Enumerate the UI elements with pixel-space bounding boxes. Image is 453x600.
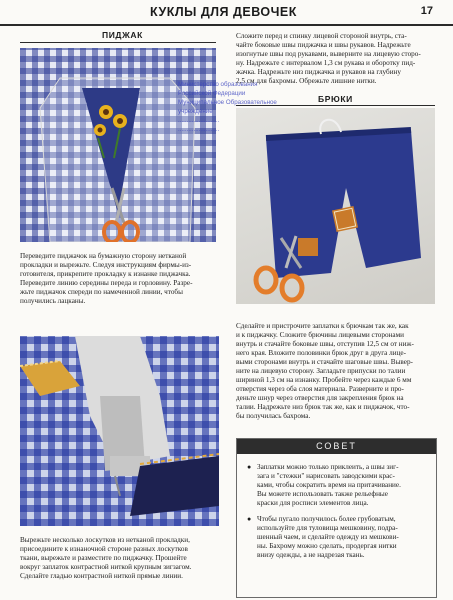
jacket-caption: Переведите пиджачок на бумажную сторону нетканой прокладки и вырежьте. Следуя инструкциям фирмы-из- готовителя, прикрепите прокладку к изнанке пиджачка. Переведите линию середины переда и горловину. Разре- жьте пиджачок спереди по намеченной линии, чтобы получились лацканы. bbox=[20, 252, 193, 305]
page-title: КУКЛЫ ДЛЯ ДЕВОЧЕК bbox=[150, 5, 297, 19]
page-number: 17 bbox=[420, 5, 433, 17]
bullet-icon: ● bbox=[247, 463, 252, 471]
tip-item: ● Чтобы пугало получилось более грубоватым, используйте для туловища мешковину, подра- шенный чаем, и сделайте одежду из мешкови- ны. Бахрому можно сделать, продергая нитки внизу одежды, а не надрезая ткань. bbox=[247, 515, 399, 559]
tip-box bbox=[236, 438, 437, 598]
section-heading-pants: БРЮКИ bbox=[318, 94, 353, 104]
sewing-caption: Вырежьте несколько лоскутков из нетканой прокладки, присоедините к изнаночной стороне разных лоскутков ткани, вырежьте и разместите по пиджачку. Прошейте вокруг заплаток контрастной ниткой крупным зигзагом. Сделайте гладью контрастной ниткой прямые линии. bbox=[20, 536, 192, 580]
sewing-machine-photo bbox=[20, 336, 219, 526]
assembly-instructions: Сложите перед и спинку лицевой стороной внутрь, ста- чайте боковые швы пиджачка и швы рукавов. Надрежьте изогнутые швы под рукавами, выверните на лицевую сторо- ну. Надрежьте с интервалом 1,3 см рукава и оборотку пид- жачка. Надрежьте низ пиджачка и рукавов на глубину 2,5 см для бахромы. Обрежьте лишние нитки. bbox=[236, 32, 421, 85]
sewing-illustration bbox=[20, 336, 219, 526]
pants-instructions: Сделайте и пристрочите заплатки к брючкам так же, как и к пиджачку. Сложите брючины лицевыми сторонами внутрь и стачайте боковые швы, отступив 12,5 см от ниж- него края. Вложите половинки брюк друг в друга лице- выми сторонами внутрь и стачайте шаговые швы. Вывер- ните на лицевую сторону. Загладьте припуски по талии шириной 1,3 см на изнанку. Пробейте через каждые 6 мм отверстия через оба слоя материала. Разверните и про- деньте шнур через отверстия для закрепления брюк на талии. Надрежьте низ брюк так же, как и пиджачок, что- бы получилась бахрома. bbox=[236, 322, 414, 420]
tip-title: СОВЕТ bbox=[316, 441, 357, 451]
section-divider bbox=[20, 42, 216, 43]
library-stamp: Министерство образования Российской Федерации Муниципальное Образовательное учреждение ........................ ........................ bbox=[178, 81, 277, 133]
bullet-icon: ● bbox=[247, 515, 252, 523]
section-heading-jacket: ПИДЖАК bbox=[102, 30, 143, 40]
tip-item: ● Заплатки можно только приклеить, а швы зиг- зага и "стежки" нарисовать заводскими крас- ками, чтобы сократить время на притачивание. Вы можете использовать также рельефные краски для росписи элементов лица. bbox=[247, 463, 401, 507]
